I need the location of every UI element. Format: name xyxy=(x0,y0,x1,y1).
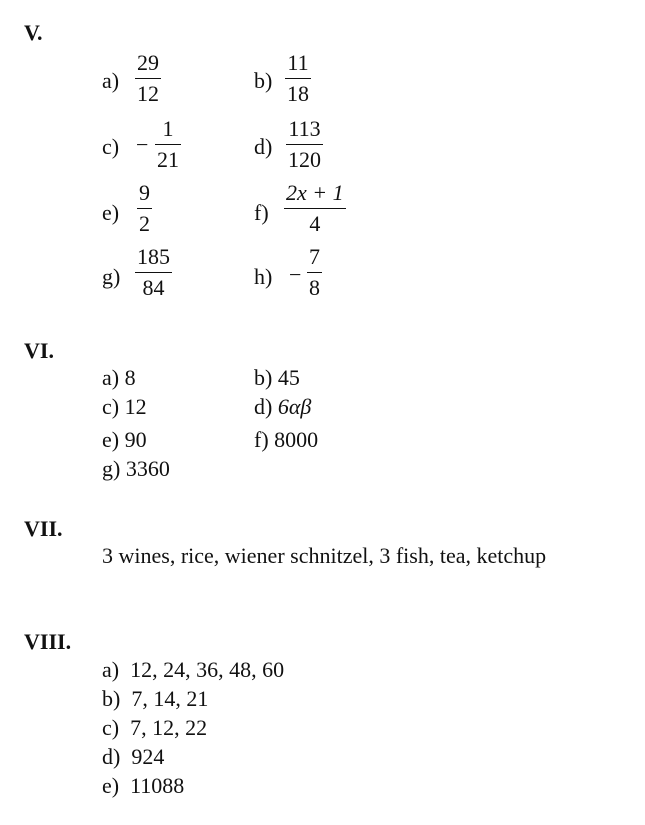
vi-item-value: 6αβ xyxy=(277,394,312,419)
v-item-h-label: h) xyxy=(254,264,273,289)
v-item-d-numerator: 113 xyxy=(288,116,321,141)
viii-item-c xyxy=(102,715,207,741)
viii-item-value: 7, 14, 21 xyxy=(131,686,209,711)
v-item-a-numerator: 29 xyxy=(137,50,159,75)
vi-item-label: b) xyxy=(254,365,273,390)
section-vii-heading: VII. xyxy=(24,516,63,541)
vi-item-value: 8000 xyxy=(274,427,319,452)
section-vi-heading: VI. xyxy=(24,338,54,363)
v-item-c-denominator: 21 xyxy=(157,147,179,172)
v-item-b-fraction xyxy=(285,52,311,105)
v-item-d-fraction xyxy=(286,118,323,171)
vi-item-value: 90 xyxy=(124,427,147,452)
v-item-e-label: e) xyxy=(102,200,120,225)
viii-item-value: 12, 24, 36, 48, 60 xyxy=(130,657,285,682)
vi-item-label: a) xyxy=(102,365,120,390)
v-item-h-sign: − xyxy=(289,262,302,287)
v-item-g-fraction xyxy=(135,246,172,299)
v-item-c-numerator: 1 xyxy=(162,116,174,141)
viii-item-d xyxy=(102,744,164,770)
v-item-h-fraction xyxy=(307,246,322,299)
vi-item-label: d) xyxy=(254,394,273,419)
v-item-c-sign: − xyxy=(136,132,149,157)
viii-item-label: a) xyxy=(102,657,120,682)
section-viii-heading: VIII. xyxy=(24,629,72,654)
v-item-f-denominator: 4 xyxy=(309,211,321,236)
v-item-b-denominator: 18 xyxy=(287,81,309,106)
v-item-g-denominator: 84 xyxy=(142,275,165,300)
vi-item-d xyxy=(254,394,311,420)
v-item-e-denominator: 2 xyxy=(139,211,150,236)
v-item-c-label: c) xyxy=(102,134,120,159)
vi-item-c xyxy=(102,394,147,420)
vi-item-value: 12 xyxy=(124,394,147,419)
viii-item-label: d) xyxy=(102,744,121,769)
v-item-g-label: g) xyxy=(102,264,121,289)
v-item-b-label: b) xyxy=(254,68,273,93)
vi-item-label: c) xyxy=(102,394,120,419)
viii-item-label: b) xyxy=(102,686,121,711)
viii-item-value: 924 xyxy=(131,744,165,769)
vi-item-value: 8 xyxy=(124,365,136,390)
vii-answer-text: 3 wines, rice, wiener schnitzel, 3 fish, tea, ketchup xyxy=(102,543,547,568)
vi-item-value: 3360 xyxy=(125,456,170,481)
viii-item-label: e) xyxy=(102,773,120,798)
v-item-f-numerator: 2x + 1 xyxy=(286,180,344,205)
viii-item-value: 11088 xyxy=(130,773,185,798)
vi-item-label: g) xyxy=(102,456,121,481)
v-item-e-fraction xyxy=(137,182,152,235)
v-item-a-denominator: 12 xyxy=(137,81,159,106)
vi-item-g xyxy=(102,456,170,482)
v-item-a-label: a) xyxy=(102,68,120,93)
viii-item-label: c) xyxy=(102,715,120,740)
vi-item-label: f) xyxy=(254,427,269,452)
v-item-c-fraction xyxy=(155,118,181,171)
v-item-h-numerator: 7 xyxy=(309,244,320,269)
v-item-d-label: d) xyxy=(254,134,273,159)
v-item-b-numerator: 11 xyxy=(287,50,309,75)
v-item-g-numerator: 185 xyxy=(137,244,170,269)
section-v-heading: V. xyxy=(24,20,43,45)
vi-item-value: 45 xyxy=(277,365,300,390)
vi-item-label: e) xyxy=(102,427,120,452)
viii-item-e xyxy=(102,773,184,799)
vi-item-f xyxy=(254,427,318,453)
v-item-f-fraction xyxy=(284,182,346,235)
v-item-e-numerator: 9 xyxy=(139,180,150,205)
vi-item-b xyxy=(254,365,300,391)
v-item-h-denominator: 8 xyxy=(309,275,320,300)
v-item-d-denominator: 120 xyxy=(288,147,321,172)
vi-item-e xyxy=(102,427,147,453)
v-item-a-fraction xyxy=(135,52,161,105)
viii-item-value: 7, 12, 22 xyxy=(130,715,208,740)
v-item-f-label: f) xyxy=(254,200,269,225)
vi-item-a xyxy=(102,365,136,391)
viii-item-b xyxy=(102,686,208,712)
viii-item-a xyxy=(102,657,284,683)
